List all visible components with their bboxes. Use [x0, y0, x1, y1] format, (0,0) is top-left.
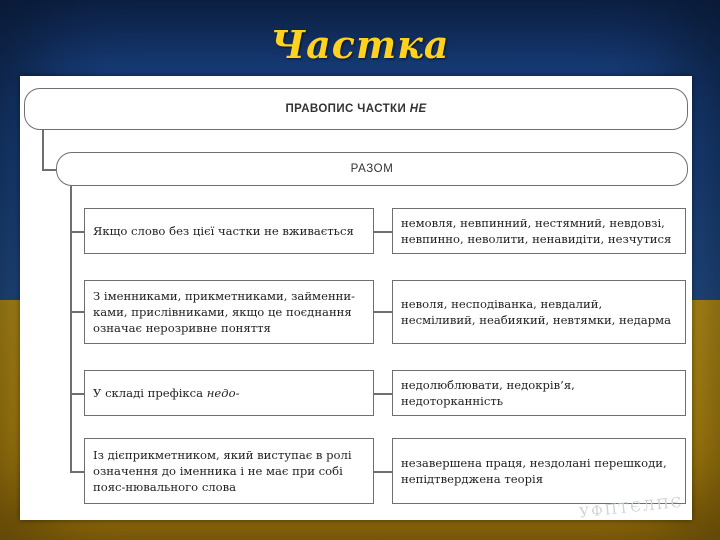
- row-1-arrow-line: [374, 231, 392, 233]
- rule-box-3: [84, 370, 374, 416]
- example-box-4: [392, 438, 686, 504]
- rows-connector-line: [70, 186, 72, 472]
- rule-box-2: [84, 280, 374, 344]
- example-text-2: неволя, несподіванка, невдалий, несміливий, неабиякий, невтямки, недарма: [401, 297, 672, 327]
- rule-text-2: З іменниками, прикметниками, займенни-ками, прислівниками, якщо це поєднання означає нерозривне поняття: [93, 289, 356, 335]
- example-box-2: [392, 280, 686, 344]
- rule-box-1: [84, 208, 374, 254]
- example-text-1: немовля, невпинний, нестямний, невдовзі, невпинно, неволити, ненавидіти, незчутися: [401, 216, 672, 246]
- rule-text-3: [93, 385, 240, 401]
- row-2-connector: [70, 311, 84, 313]
- root-node: [24, 88, 688, 130]
- root-label: ПРАВОПИС ЧАСТКИ: [285, 103, 407, 115]
- diagram-panel: [20, 76, 692, 520]
- rule-text-3-prefix: недо-: [206, 386, 240, 400]
- rule-text-1: Якщо слово без цієї частки не вживається: [93, 224, 354, 238]
- slide-title: Частка: [270, 22, 450, 67]
- rule-text-4: Із дієприкметником, який виступає в ролі означення до іменника і не має при собі пояс-нювального слова: [93, 448, 352, 494]
- example-text-3: недолюблювати, недокрів’я, недоторканність: [401, 378, 575, 408]
- group-node-together: [56, 152, 688, 186]
- row-4-arrow-line: [374, 471, 392, 473]
- example-box-3: [392, 370, 686, 416]
- row-3-arrow-line: [374, 393, 392, 395]
- rule-text-3-main: У складі префікса: [93, 386, 207, 400]
- group-label: РАЗОМ: [350, 163, 394, 175]
- row-1-connector: [70, 231, 84, 233]
- root-particle-label: НЕ: [409, 103, 427, 115]
- row-3-connector: [70, 393, 84, 395]
- rule-box-4: [84, 438, 374, 504]
- row-2-arrow-line: [374, 311, 392, 313]
- root-connector-line: [42, 130, 44, 170]
- example-box-1: [392, 208, 686, 254]
- row-4-connector: [70, 471, 84, 473]
- group-connector-stub: [42, 169, 56, 171]
- example-text-4: незавершена праця, нездолані перешкоди, непідтверджена теорія: [401, 456, 667, 486]
- watermark-text: УФПТЄЛПЄ: [578, 494, 685, 522]
